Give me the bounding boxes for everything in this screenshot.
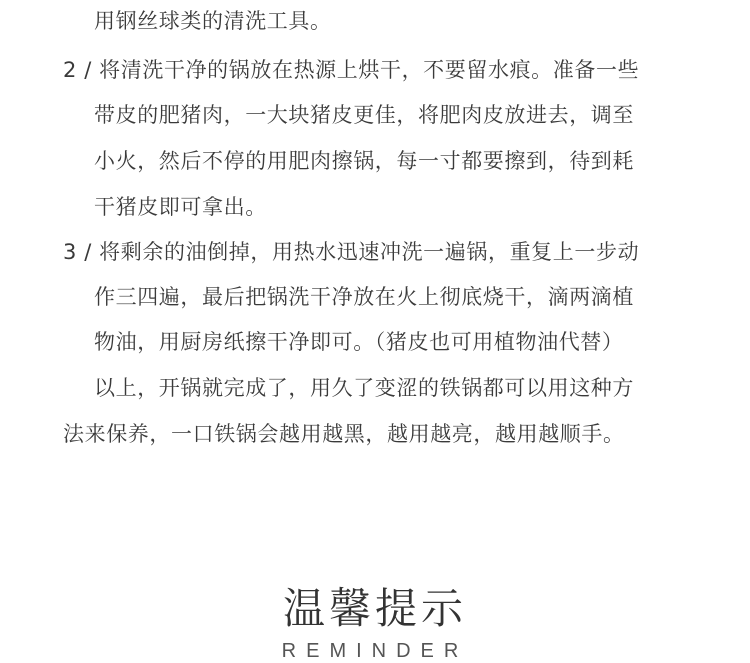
summary-line: 法来保养，一口铁锅会越用越黑，越用越亮，越用越顺手。 [63,422,625,446]
instruction-line: 小火，然后不停的用肥肉擦锅，每一寸都要擦到，待到耗 [94,149,634,173]
instruction-line: 干猪皮即可拿出。 [94,195,267,219]
instruction-line: 带皮的肥猪肉，一大块猪皮更佳，将肥肉皮放进去，调至 [94,103,634,127]
summary-line: 以上，开锅就完成了，用久了变涩的铁锅都可以用这种方 [94,376,634,400]
instruction-line: 用钢丝球类的清洗工具。 [94,9,332,33]
instruction-line: 作三四遍，最后把锅洗干净放在火上彻底烧干，滴两滴植 [94,285,634,309]
instruction-line: 物油，用厨房纸擦干净即可。（猪皮也可用植物油代替） [94,330,624,354]
tips-title: 温馨提示 [282,584,467,633]
instruction-line-step-2: 2 / 将清洗干净的锅放在热源上烘干，不要留水痕。准备一些 [63,58,640,82]
instruction-line-step-3: 3 / 将剩余的油倒掉，用热水迅速冲洗一遍锅，重复上一步动 [63,240,640,264]
tips-subtitle: REMINDER [281,640,469,662]
